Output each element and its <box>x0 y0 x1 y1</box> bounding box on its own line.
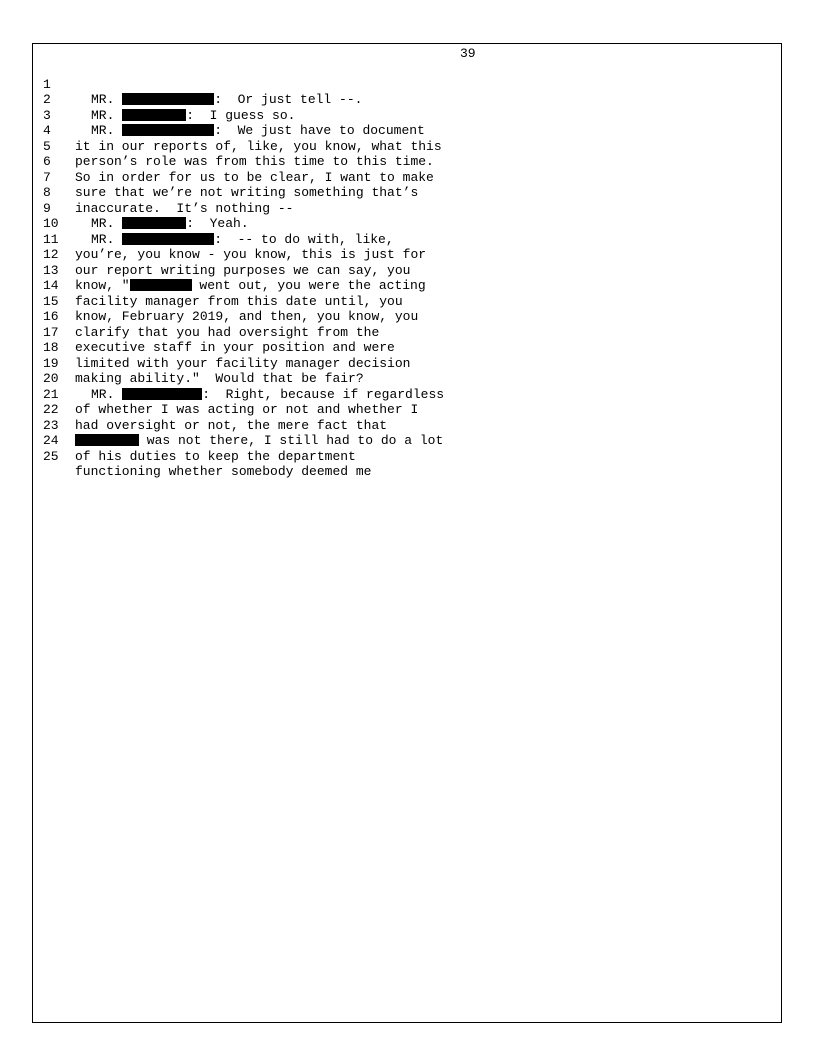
line-text: MR. : -- to do with, like, <box>91 231 394 247</box>
line-number: 23 <box>43 417 59 433</box>
line-text: inaccurate. It’s nothing -- <box>75 200 294 216</box>
line-number: 9 <box>43 200 51 216</box>
line-number: 7 <box>43 169 51 185</box>
line-number: 1 <box>43 76 51 92</box>
line-text: had oversight or not, the mere fact that <box>75 417 388 433</box>
line-number: 16 <box>43 309 59 324</box>
line-number: 10 <box>43 216 59 231</box>
line-text: know, February 2019, and then, you know, you <box>75 309 419 324</box>
line-number: 19 <box>43 355 59 371</box>
line-text: our report writing purposes we can say, you <box>75 262 411 278</box>
line-text: facility manager from this date until, you <box>75 293 403 309</box>
line-text: know, " went out, you were the acting <box>75 278 426 293</box>
line-text: So in order for us to be clear, I want to make <box>75 169 434 185</box>
transcript-line <box>0 61 816 107</box>
line-number: 24 <box>43 433 59 448</box>
line-text: of his duties to keep the department <box>75 448 356 464</box>
line-text: MR. : We just have to document <box>91 123 425 138</box>
line-text: MR. : Right, because if regardless <box>91 386 445 402</box>
line-text: making ability." Would that be fair? <box>75 371 364 386</box>
line-text: it in our reports of, like, you know, what this <box>75 138 442 154</box>
line-number: 2 <box>43 92 51 107</box>
line-text: sure that we’re not writing something that’s <box>75 185 419 200</box>
line-number: 18 <box>43 340 59 355</box>
line-number: 17 <box>43 324 59 340</box>
line-text: of whether I was acting or not and whether I <box>75 402 419 417</box>
line-text: limited with your facility manager decision <box>75 355 411 371</box>
line-text: MR. : Or just tell --. <box>91 92 363 107</box>
line-number: 5 <box>43 138 51 154</box>
line-text: was not there, I still had to do a lot <box>75 433 443 449</box>
line-number: 15 <box>43 293 59 309</box>
line-number: 21 <box>43 386 59 402</box>
line-number: 12 <box>43 247 59 262</box>
line-number: 20 <box>43 371 59 386</box>
line-number: 6 <box>43 154 51 169</box>
line-text: person’s role was from this time to this time. <box>75 154 434 169</box>
line-number: 11 <box>43 231 59 247</box>
line-number: 13 <box>43 262 59 278</box>
line-text: executive staff in your position and were <box>75 340 395 355</box>
line-text: functioning whether somebody deemed me <box>75 464 372 479</box>
line-number: 8 <box>43 185 51 200</box>
line-number: 22 <box>43 402 59 417</box>
transcript-body <box>0 61 816 479</box>
line-text: MR. : I guess so. <box>91 107 296 123</box>
line-number: 14 <box>43 278 59 293</box>
line-text: you’re, you know - you know, this is just for <box>75 247 427 262</box>
line-text: clarify that you had oversight from the <box>75 324 380 340</box>
line-number: 4 <box>43 123 51 138</box>
page-number: 39 <box>460 46 476 61</box>
line-number: 25 <box>43 448 59 464</box>
line-text: MR. : Yeah. <box>91 216 249 231</box>
line-number: 3 <box>43 107 51 123</box>
